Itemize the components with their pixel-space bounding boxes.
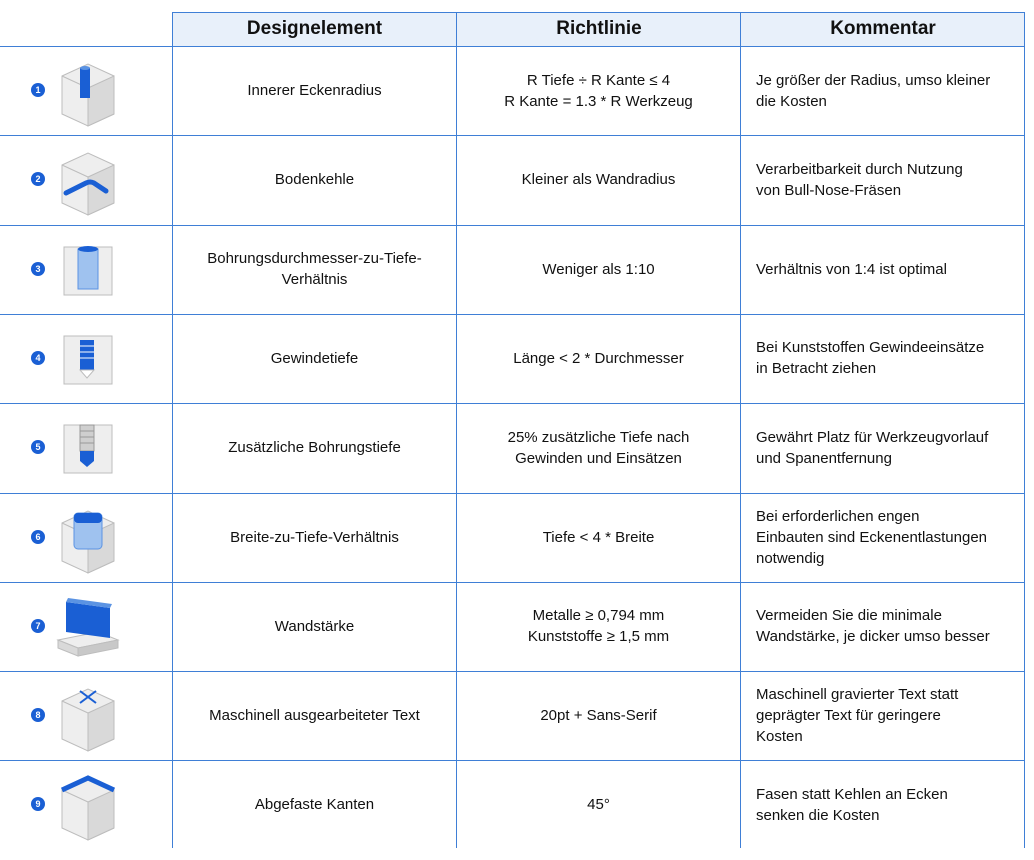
guideline-cell xyxy=(457,493,740,582)
comment-cell xyxy=(756,671,1022,760)
row-divider xyxy=(0,582,1024,583)
row-divider xyxy=(0,403,1024,404)
table-row xyxy=(0,403,1025,492)
hole-diameter-depth-icon xyxy=(52,233,124,307)
row-divider xyxy=(0,493,1024,494)
engraved-text-icon xyxy=(52,679,124,753)
table-row xyxy=(0,671,1025,760)
row-number-badge: 4 xyxy=(31,351,45,365)
table-row xyxy=(0,135,1025,224)
comment-cell xyxy=(756,314,1022,403)
comment-cell-text: Je größer der Radius, umso kleiner die Kosten xyxy=(756,71,991,110)
row-number-badge: 7 xyxy=(31,619,45,633)
row-divider xyxy=(0,760,1024,761)
comment-cell-text: Bei erforderlichen engen Einbauten sind Eckenentlastungen notwendig xyxy=(756,507,988,567)
comment-cell-text: Verarbeitbarkeit durch Nutzung von Bull-Nose-Fräsen xyxy=(756,160,963,199)
comment-cell-text: Gewährt Platz für Werkzeugvorlauf und Spanentfernung xyxy=(756,428,989,467)
row-divider xyxy=(0,225,1024,226)
guideline-cell-text: 25% zusätzliche Tiefe nach Gewinden und Einsätzen xyxy=(507,428,690,467)
comment-cell-text: Maschinell gravierter Text statt geprägter Text für geringere Kosten xyxy=(756,686,959,746)
comment-cell xyxy=(756,403,1022,492)
guideline-cell xyxy=(457,582,740,671)
row-number-badge: 2 xyxy=(31,172,45,186)
row-divider xyxy=(0,671,1024,672)
comment-cell xyxy=(756,582,1022,671)
thread-depth-icon xyxy=(52,322,124,396)
guideline-cell-text: 45° xyxy=(587,796,610,814)
design-element-cell xyxy=(173,46,456,135)
additional-hole-depth-icon xyxy=(52,411,124,485)
design-element-cell-text: Maschinell ausgearbeiteter Text xyxy=(209,707,420,725)
comment-cell-text: Verhältnis von 1:4 ist optimal xyxy=(756,260,947,278)
comment-cell xyxy=(756,225,1022,314)
floor-fillet-icon xyxy=(52,143,124,217)
design-element-cell xyxy=(173,760,456,849)
design-element-cell xyxy=(173,225,456,314)
row-number-badge: 5 xyxy=(31,440,45,454)
width-depth-ratio-icon xyxy=(52,501,124,575)
guideline-cell-text: Tiefe < 4 * Breite xyxy=(542,528,655,546)
design-element-cell xyxy=(173,582,456,671)
guideline-cell xyxy=(457,760,740,849)
design-element-cell xyxy=(173,403,456,492)
table-row xyxy=(0,760,1025,849)
guideline-cell-text: 20pt + Sans-Serif xyxy=(540,707,657,725)
guideline-cell xyxy=(457,671,740,760)
header-richtlinie: Richtlinie xyxy=(556,18,642,39)
table-row xyxy=(0,493,1025,582)
design-element-cell-text: Gewindetiefe xyxy=(270,349,359,367)
row-number-badge: 1 xyxy=(31,83,45,97)
row-number-badge: 3 xyxy=(31,262,45,276)
row-number-badge: 8 xyxy=(31,708,45,722)
comment-cell xyxy=(756,46,1022,135)
design-element-cell-text: Innerer Eckenradius xyxy=(247,82,382,99)
design-element-cell xyxy=(173,493,456,582)
guideline-cell-text: Weniger als 1:10 xyxy=(542,260,655,278)
guideline-cell xyxy=(457,135,740,224)
comment-cell-text: Vermeiden Sie die minimale Wandstärke, je dicker umso besser xyxy=(756,607,990,646)
design-element-cell-text: Breite-zu-Tiefe-Verhältnis xyxy=(230,528,399,546)
inner-corner-radius-icon xyxy=(52,54,124,128)
design-element-cell xyxy=(173,314,456,403)
table-row xyxy=(0,314,1025,403)
guideline-cell-text: Länge < 2 * Durchmesser xyxy=(513,349,684,367)
design-element-cell xyxy=(173,135,456,224)
design-element-cell xyxy=(173,671,456,760)
chamfered-edges-icon xyxy=(52,768,124,842)
design-element-cell-text: Bohrungsdurchmesser-zu-Tiefe- Verhältnis xyxy=(207,250,422,289)
guideline-cell-text: R Tiefe ÷ R Kante ≤ 4 R Kante = 1.3 * R Werkzeug xyxy=(504,71,693,110)
row-number-badge: 9 xyxy=(31,797,45,811)
guideline-cell xyxy=(457,225,740,314)
table-row xyxy=(0,46,1025,135)
header-top-line xyxy=(172,12,1024,13)
guideline-cell xyxy=(457,314,740,403)
comment-cell xyxy=(756,135,1022,224)
table-row xyxy=(0,225,1025,314)
row-number-badge: 6 xyxy=(31,530,45,544)
comment-cell-text: Fasen statt Kehlen an Ecken senken die Kosten xyxy=(756,785,948,824)
design-element-cell-text: Abgefaste Kanten xyxy=(254,796,375,814)
guideline-cell-text: Kleiner als Wandradius xyxy=(521,171,676,189)
design-element-cell-text: Bodenkehle xyxy=(274,171,355,189)
guideline-cell-text: Metalle ≥ 0,794 mm Kunststoffe ≥ 1,5 mm xyxy=(527,607,670,646)
row-divider xyxy=(0,314,1024,315)
header-kommentar: Kommentar xyxy=(830,18,936,39)
comment-cell xyxy=(756,760,1022,849)
design-element-cell-text: Zusätzliche Bohrungstiefe xyxy=(228,439,401,457)
table-row xyxy=(0,582,1025,671)
row-divider xyxy=(0,135,1024,136)
header-designelement: Designelement xyxy=(246,18,383,39)
guideline-cell xyxy=(457,403,740,492)
comment-cell-text: Bei Kunststoffen Gewindeeinsätze in Betracht ziehen xyxy=(756,339,985,378)
design-element-cell-text: Wandstärke xyxy=(274,617,355,635)
row-divider xyxy=(0,46,1024,47)
wall-thickness-icon xyxy=(52,590,124,664)
comment-cell xyxy=(756,493,1022,582)
guideline-cell xyxy=(457,46,740,135)
